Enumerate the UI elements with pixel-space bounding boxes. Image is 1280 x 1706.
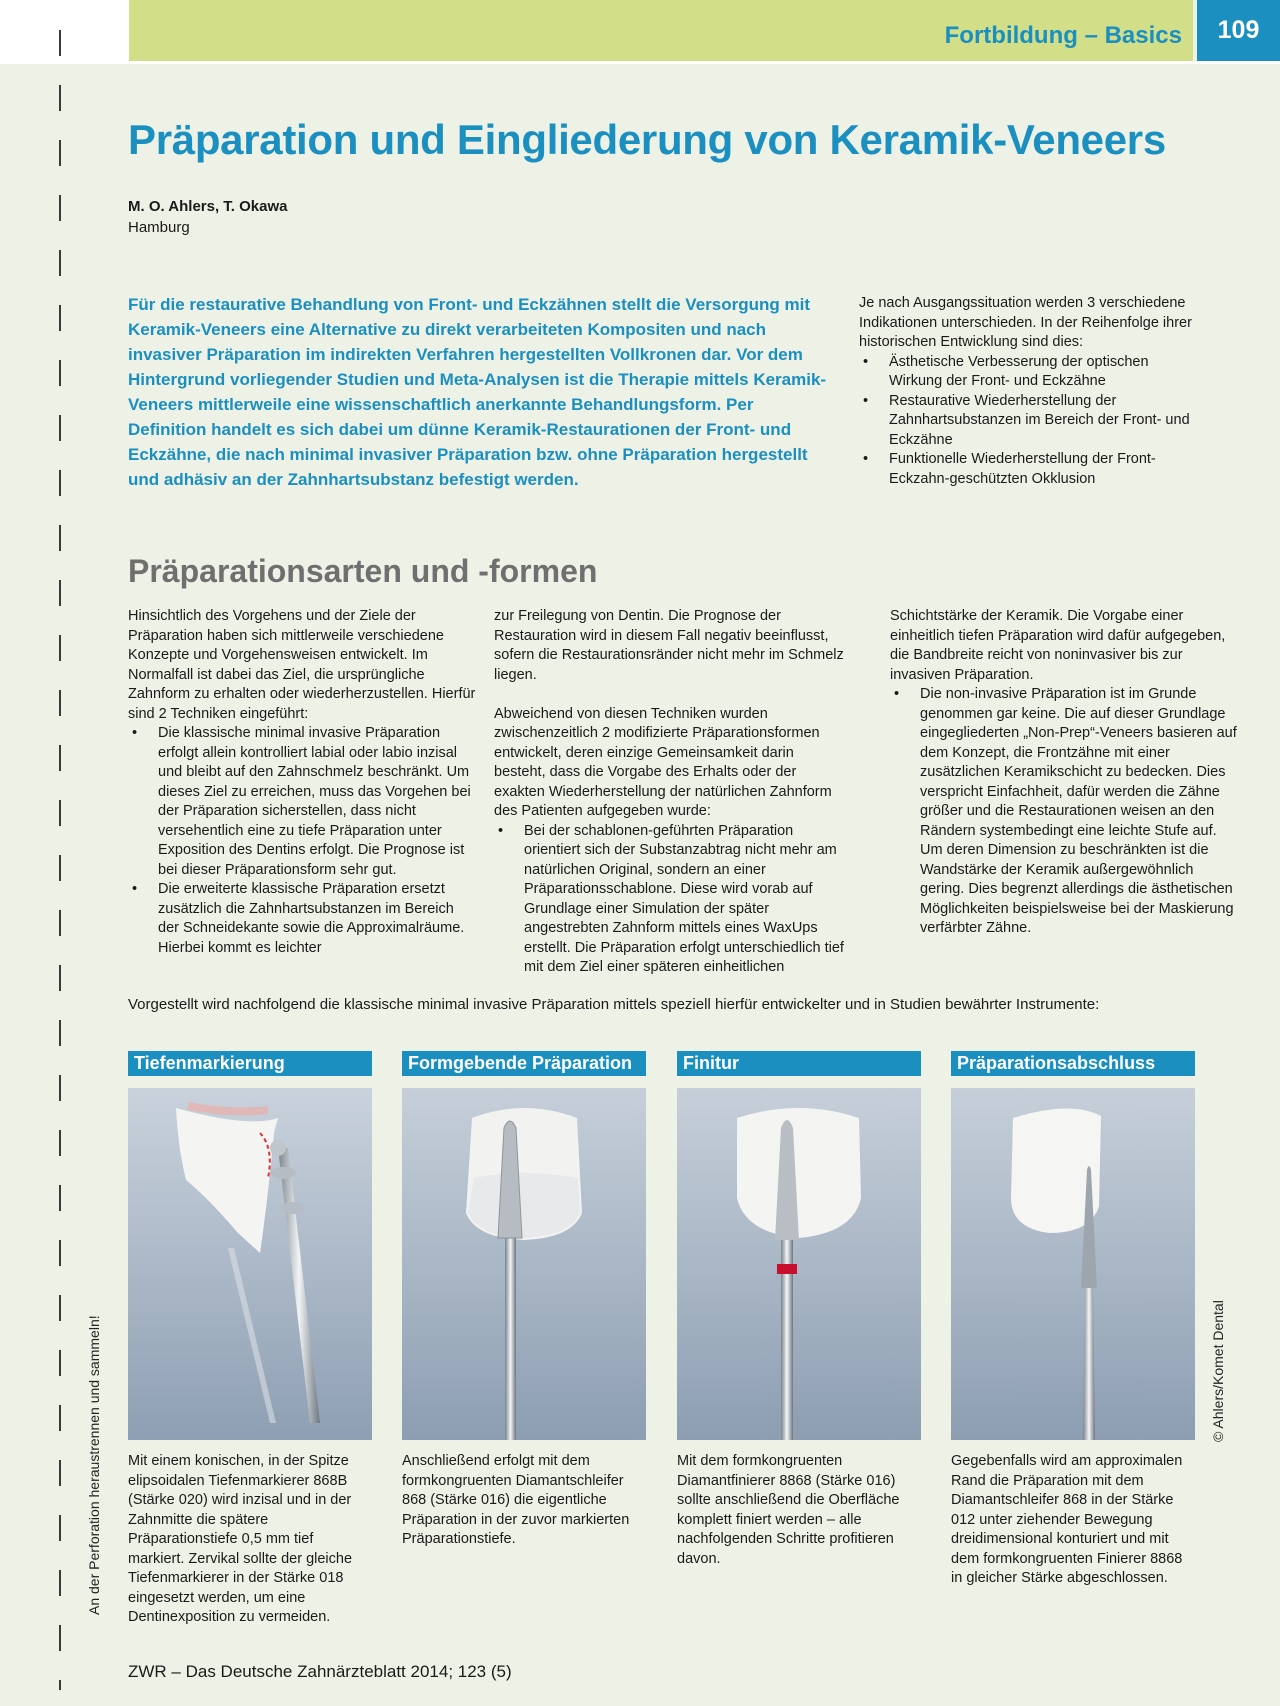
text-column-1 — [128, 607, 478, 958]
tooth-diamond-bur-icon — [402, 1088, 646, 1440]
list-item: • Funktionelle Wiederherstellung der Front-Eckzahn-geschützten Okklusion — [859, 450, 1199, 489]
technique-list — [128, 724, 478, 958]
section-heading: Präparationsarten und -formen — [128, 553, 598, 589]
step-text-1: Mit einem konischen, in der Spitze elipsoidalen Tiefenmarkierer 868B (Stärke 020) wird inzisal und in der Zahnmitte die spätere Präparationstiefe 0,5 mm tief markiert. Zervikal sollte der gleiche Tiefenmarkierer in der Stärke 018 eingesetzt werden, um eine Dentinexposition zu vermeiden. — [128, 1453, 353, 1625]
author-city: Hamburg — [128, 219, 190, 236]
indications-intro: Je nach Ausgangssituation werden 3 verschiedene Indikationen unterschieden. In der Reihenfolge ihrer historischen Entwicklung sind dies: — [859, 295, 1192, 350]
image-copyright: © Ahlers/Komet Dental — [1210, 1300, 1226, 1442]
tooth-finishing-bur-icon — [677, 1088, 921, 1440]
tooth-fine-bur-icon — [951, 1088, 1195, 1440]
step-text-3: Mit dem formkongruenten Diamantfinierer 8868 (Stärke 016) sollte anschließend die Oberfläche komplett finiert werden – alle nachfolgenden Schritte profitieren davon. — [677, 1453, 900, 1567]
list-item: • Ästhetische Verbesserung der optischen Wirkung der Front- und Eckzähne — [859, 353, 1199, 392]
page-number: 109 — [1197, 0, 1280, 61]
list-item: • Bei der schablonen-geführten Präparation orientiert sich der Substanzabtrag nicht mehr am natürlichen Original, sondern an einer Präparationsschablone. Diese wird vorab auf Grundlage einer Simulation der später angestrebten Zahnform mittels eines WaxUps erstellt. Die Präparation erfolgt unterschiedlich tief mit dem Ziel einer späteren einheitlichen — [494, 822, 844, 978]
perforation-note: An der Perforation heraustrennen und sammeln! — [86, 1315, 102, 1615]
paragraph: Hinsichtlich des Vorgehens und der Ziele der Präparation haben sich mittlerweile verschiedene Konzepte und Vorgehensweisen entwickelt. Im Normalfall ist dabei das Ziel, die ursprüngliche Zahnform zu erhalten oder wiederherzustellen. Hierfür sind 2 Techniken eingeführt: — [128, 608, 476, 722]
section-label: Fortbildung – Basics — [944, 22, 1182, 49]
modified-list-cont — [890, 685, 1240, 939]
list-item: • Die erweiterte klassische Präparation ersetzt zusätzlich die Zahnhartsubstanzen im Bereich der Schneidekante sowie die Approximalräume. Hierbei kommt es leichter — [128, 880, 478, 958]
list-item: • Restaurative Wiederherstellung der Zahnhartsubstanzen im Bereich der Front- und Eckzähne — [859, 392, 1199, 451]
step-title-1: Tiefenmarkierung — [128, 1051, 372, 1076]
paragraph: Schichtstärke der Keramik. Die Vorgabe einer einheitlich tiefen Präparation wird dafür aufgegeben, die Bandbreite reicht von noninvasiver bis zur invasiven Präparation. — [890, 608, 1226, 683]
indications-box — [859, 294, 1199, 489]
modified-list — [494, 822, 844, 978]
journal-footer: ZWR – Das Deutsche Zahnärzteblatt 2014; 123 (5) — [128, 1662, 512, 1681]
step-title-4: Präparationsabschluss — [951, 1051, 1195, 1076]
tooth-depth-marker-icon — [128, 1088, 372, 1440]
step-text-4: Gegebenfalls wird am approximalen Rand die Präparation mit dem Diamantschleifer 868 in der Stärke 012 unter ziehender Bewegung dreidimensional konturiert und mit dem formkongruenten Finierer 8868 in gleicher Stärke abgeschlossen. — [951, 1453, 1183, 1586]
paragraph: Abweichend von diesen Techniken wurden zwischenzeitlich 2 modifizierte Präparationsformen entwickelt, deren einzige Gemeinsamkeit darin besteht, dass die Vorgabe des Erhalts oder der exakten Wiederherstellung der natürlichen Zahnform des Patienten aufgegeben wurde: — [494, 705, 832, 819]
list-item: • Die klassische minimal invasive Präparation erfolgt allein kontrolliert labial oder labio inzisal und bleibt auf den Zahnschmelz beschränkt. Um dieses Ziel zu erreichen, muss das Vorgehen bei der Präparation sicherstellen, dass nicht versehentlich eine zu tiefe Präparation unter Exposition des Dentins erfolgt. Die Prognose ist bei dieser Präparationsform sehr gut. — [128, 724, 478, 880]
article-title: Präparation und Eingliederung von Keramik-Veneers — [128, 116, 1166, 163]
authors: M. O. Ahlers, T. Okawa — [128, 198, 288, 215]
step-text-2: Anschließend erfolgt mit dem formkongruenten Diamantschleifer 868 (Stärke 016) die eigentliche Präparation in der zuvor markierten Präparationstiefe. — [402, 1453, 630, 1547]
header-divider — [0, 61, 1280, 64]
text-column-3 — [890, 607, 1240, 939]
step-title-2: Formgebende Präparation — [402, 1051, 646, 1076]
list-item: • Die non-invasive Präparation ist im Grunde genommen gar keine. Die auf dieser Grundlage eingegliederten „Non-Prep“-Veneers basieren auf dem Konzept, die Frontzähne mit einer zusätzlichen Keramikschicht zu bedecken. Dies verspricht Einfachheit, dafür werden die Zähne größer und die Restaurationen weisen an den Rändern systembedingt eine leichte Stufe auf. Um deren Dimension zu beschränkten ist die Wandstärke der Keramik außergewöhnlich gering. Dies begrenzt allerdings die ästhetischen Möglichkeiten beispielsweise bei der Maskierung verfärbter Zähne. — [890, 685, 1240, 939]
paragraph: zur Freilegung von Dentin. Die Prognose der Restauration wird in diesem Fall negativ beeinflusst, sofern die Restaurationsränder nicht mehr im Schmelz liegen. — [494, 608, 844, 683]
step-title-3: Finitur — [677, 1051, 921, 1076]
abstract: Für die restaurative Behandlung von Front- und Eckzähnen stellt die Versorgung mit Keramik-Veneers eine Alternative zu direkt verarbeiteten Kompositen und nach invasiver Präparation im indirekten Verfahren hergestellten Vollkronen dar. Vor dem Hintergrund vorliegender Studien und Meta-Analysen ist die Therapie mittels Keramik-Veneers mittlerweile eine wissenschaftlich anerkannte Behandlungsform. Per Definition handelt es sich dabei um dünne Keramik-Restaurationen der Front- und Eckzähne, die nach minimal invasiver Präparation bzw. ohne Präparation hergestellt und adhäsiv an der Zahnhartsubstanz befestigt werden. — [128, 295, 827, 489]
header-blank — [0, 0, 129, 61]
perforation-line — [59, 30, 61, 1690]
text-column-2 — [494, 607, 844, 978]
figure-intro: Vorgestellt wird nachfolgend die klassische minimal invasive Präparation mittels speziell hierfür entwickelter und in Studien bewährter Instrumente: — [128, 996, 1100, 1013]
indications-list — [859, 353, 1199, 490]
